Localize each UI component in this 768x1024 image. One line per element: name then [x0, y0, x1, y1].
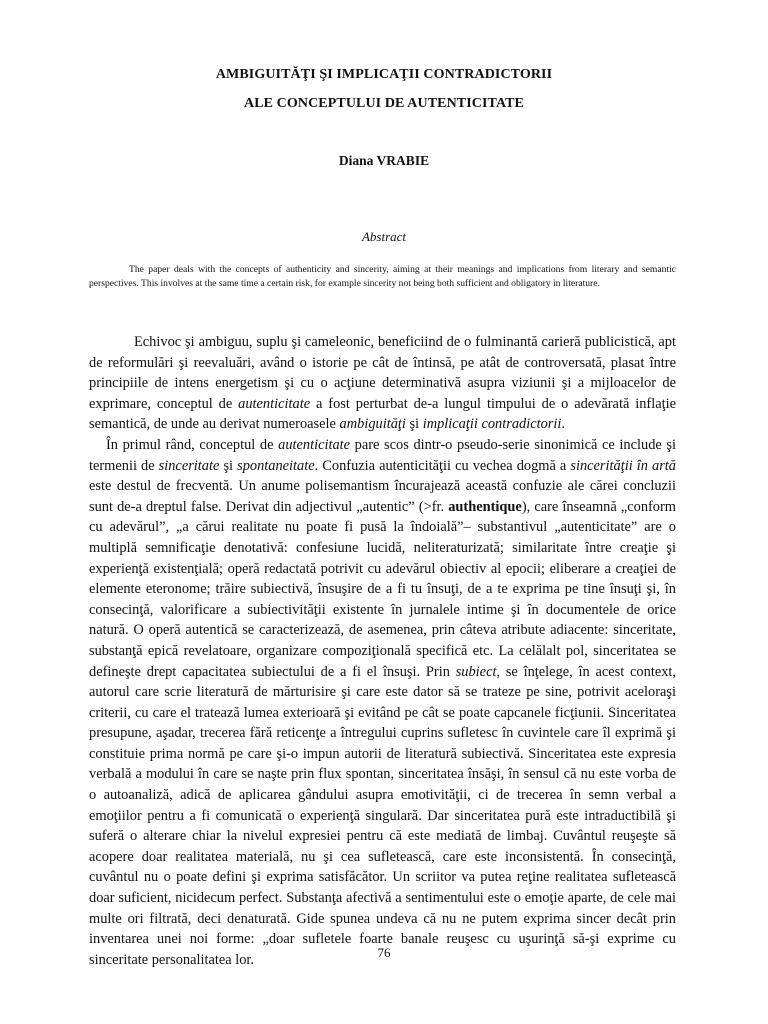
p2-text-a: În primul rând, conceptul de	[106, 436, 279, 453]
p1-text-g: .	[561, 416, 566, 433]
p2-text-g: . Confuzia autenticităţii cu vechea dogmă a	[314, 457, 571, 474]
p2-term-autenticitate: autenticitate	[278, 436, 351, 453]
author-name: Diana VRABIE	[338, 153, 430, 168]
p2-term-spontaneitate: spontaneitate	[237, 457, 315, 474]
abstract-body	[89, 263, 676, 291]
p2-text-i: este destul de frecventă. Un anume polisemantism încurajează această confuzie ale cărei concluzii sunt de-a dreptul false. Derivat din adjectivul „autentic” (>fr.	[89, 478, 676, 515]
paragraph-1	[89, 332, 676, 435]
p1-text-c: a fost perturbat de-a lungul timpului de o adevărată inflaţie semantică, de unde au derivat numeroasele	[89, 395, 676, 433]
p2-term-sinceritatii-in-arta: sincerităţii în artă	[570, 457, 676, 474]
p2-text-c: pare scos dintr-o pseudo-serie sinonimică ce include şi termenii de	[89, 436, 676, 474]
title-line-2: ALE CONCEPTULUI DE AUTENTICITATE	[243, 96, 524, 111]
p2-term-sinceritate: sinceritate	[158, 457, 220, 474]
p1-term-implicatii: implicaţii contradictorii	[422, 416, 562, 433]
title-line-1: AMBIGUITĂŢI ŞI IMPLICAŢII CONTRADICTORII	[215, 67, 553, 82]
abstract-heading: Abstract	[361, 229, 407, 244]
p2-text-m: , se înţelege, în acest context, autorul care scrie literatură de mărturisire şi care este dator să se trateze pe sine, potrivit aceloraşi criterii, cu care el tratează lumea exterioară şi evitând pe cât se poate capcanele ficţiunii. Sinceritatea presupune, aşadar, trecerea fără reticenţe a întregului cuprins sufletesc în cuvintele care îl exprimă şi constituie prima normă pe care şi-o impun autorii de literatură subiectivă. Sinceritatea este expresia verbală a modului în care se naşte prin flux spontan, sinceritatea însăşi, în sensul că nu este vorba de o autoanaliză, adică de aplicarea gândului asupra emotivităţii, ci de trecerea în semn verbal a emoţiilor pentru a fi comunicată o experienţă singulară. Dar sinceritatea pură este intraductibilă şi suferă o alterare chiar la nivelul expresiei pentru că este mediată de limbaj. Cuvântul reuşeşte să acopere doar realitatea materială, nu şi cea sufletească, care este inconsistentă. În consecinţă, cuvântul nu o poate defini şi exprima satisfăcător. Un scriitor va putea reţine realitatea sufletească doar suficient, nicidecum perfect. Substanţa afectivă a sentimentului este o emoţie aparte, de cele mai multe ori filtrată, deci denaturată. Gide spunea undeva că nu ne putem exprima sincer decât prin inventarea unei noi forme: „doar sufletele foarte banale reuşesc cu uşurinţă să-şi exprime cu sinceritate personalitatea lor.	[89, 663, 676, 968]
paragraph-2	[89, 435, 676, 970]
p1-text-a: Echivoc şi ambiguu, suplu şi cameleonic, beneficiind de o fulminantă carieră publicistică, apt de reformulări şi reevaluări, având o istorie pe cât de întinsă, pe atât de controversată, plasat între principiile de intens energetism şi cu o acţiune determinativă asupra viziunii şi a mijloacelor de exprimare, conceptul de	[89, 334, 676, 412]
p1-text-e: şi	[405, 416, 423, 433]
p2-text-k: ), care înseamnă „conform cu adevărul”, „a cărui realitate nu poate fi pusă la îndoială”– substantivul „autenticitate” are o multiplă semnificaţie denotativă: confesiune lucidă, neliteraturizată; similaritate între creaţie şi experienţă existenţială; operă redactată potrivit cu adevărul obiectiv al epocii; eliberare a creaţiei de elemente eteronome; trăire subiectivă, însuşire de a fi tu însuţi, de a te exprima pe tine însuţi şi, în consecinţă, valorificare a subiectivităţii existente în jurnalele intime şi în documentele de orice natură. O operă autentică se caracterizează, de asemenea, prin câteva atribute adiacente: sinceritate, substanţă epică revelatoare, organizare compoziţională specifică etc. La celălalt pol, sinceritatea se defineşte drept capacitatea subiectului de a fi el însuşi. Prin	[89, 498, 676, 680]
p1-term-autenticitate: autenticitate	[238, 395, 311, 412]
page-number: 76	[377, 945, 391, 960]
p2-term-subiect: subiect	[455, 663, 497, 680]
p2-text-e: şi	[219, 457, 238, 474]
abstract-text: The paper deals with the concepts of authenticity and sincerity, aiming at their meanings and implications from literary and semantic perspectives. This involves at the same time a certain risk, for example sincerity not being both sufficient and obligatory in literature.	[89, 264, 676, 289]
body-text	[89, 332, 676, 970]
p2-term-authentique: authentique	[448, 498, 522, 515]
p1-term-ambiguitati: ambiguităţi	[339, 416, 406, 433]
